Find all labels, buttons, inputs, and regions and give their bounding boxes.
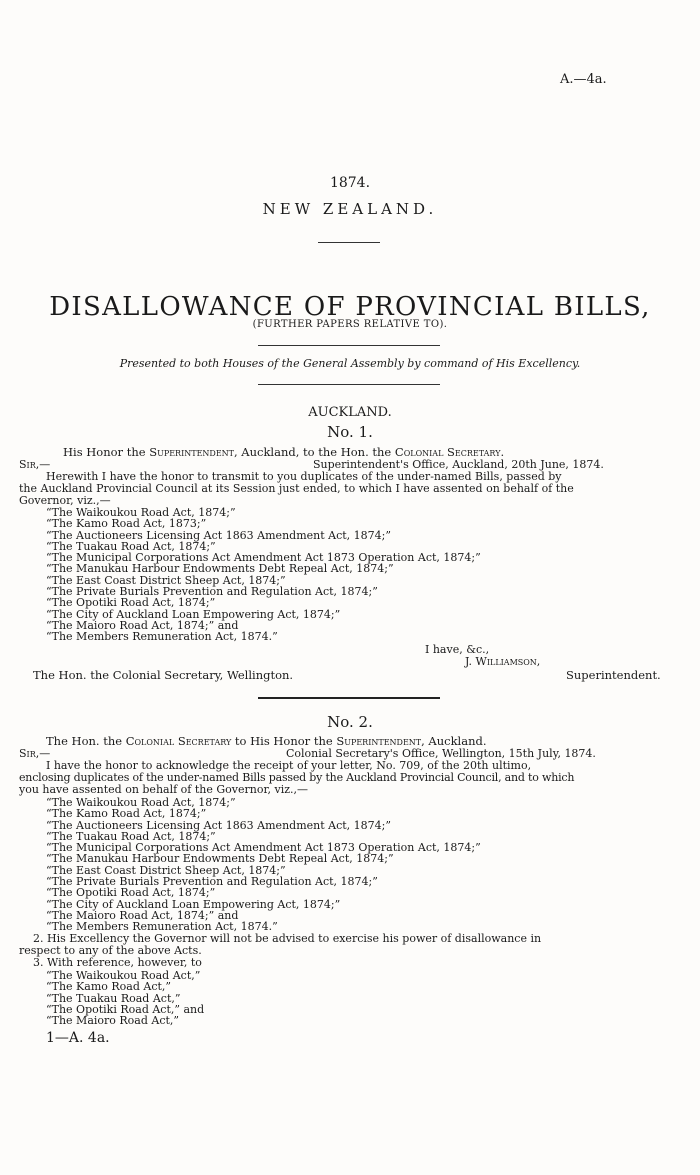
act-item: “The Members Remuneration Act, 1874.” [46,920,278,934]
act-item: “The Manukau Harbour Endowments Debt Repeal Act, 1874;” [46,852,394,866]
letter-1-salutation: Sir,— [19,458,51,471]
act-item: “The Kamo Road Act, 1873;” [46,517,207,531]
presented-note: Presented to both Houses of the General Assembly by command of His Excellency. [119,357,581,370]
act-item: “The Waikoukou Road Act, 1874;” [46,506,236,519]
short-divider [318,242,380,243]
act-item: “The Manukau Harbour Endowments Debt Repeal Act, 1874;” [46,562,394,576]
act-item: “The Tuakau Road Act, 1874;” [46,539,216,553]
act-item: “The Maioro Road Act, 1874;” and [46,618,239,632]
document-title: DISALLOWANCE OF PROVINCIAL BILLS, [49,292,651,322]
page-reference: A.—4a. [560,72,607,87]
letter-2-dateline: Colonial Secretary's Office, Wellington, 15th July, 1874. [286,747,596,760]
act-item: “The Kamo Road Act,” [46,980,172,994]
document-subtitle: (FURTHER PAPERS RELATIVE TO). [252,319,448,330]
letter-1-signature-title: Superintendent. [566,668,661,682]
printer-signature-mark: 1—A. 4a. [46,1030,110,1046]
act-item: “The Kamo Road Act, 1874;” [46,807,207,821]
paragraph-3-intro: 3. With reference, however, to [33,956,202,969]
letter-1-closing: I have, &c., [425,643,490,656]
letter-1-body-line: Governor, viz.,— [19,494,111,507]
act-item: “The City of Auckland Loan Empowering Act, 1874;” [46,897,341,911]
act-item: “The Municipal Corporations Act Amendment Act 1873 Operation Act, 1874;” [46,551,481,565]
letter-2-body-line: I have the honor to acknowledge the receipt of your letter, No. 709, of the 20th ultimo, [46,759,532,772]
letter-2-acts-list [46,797,481,933]
presented-divider [258,384,440,385]
act-item: “The Maioro Road Act,” [46,1014,180,1028]
act-item: “The Opotiki Road Act, 1874;” [46,596,216,610]
letter-1-heading: His Honor the Superintendent, Auckland, to the Hon. the Colonial Secretary. [63,445,505,459]
act-item: “The Members Remuneration Act, 1874.” [46,630,278,644]
letter-2-body-line: enclosing duplicates of the under-named Bills passed by the Auckland Provincial Council, and to which [19,771,575,784]
act-item: “The Opotiki Road Act, 1874;” [46,886,216,900]
letter-divider [258,697,440,699]
act-item: “The Auctioneers Licensing Act 1863 Amendment Act, 1874;” [46,818,391,832]
act-item: “The Private Burials Prevention and Regulation Act, 1874;” [46,585,378,599]
letter-2-number: No. 2. [327,713,373,731]
letter-1-body-line: Herewith I have the honor to transmit to you duplicates of the under-named Bills, passed by [46,470,562,483]
year: 1874. [329,175,371,191]
act-item: “The Waikoukou Road Act, 1874;” [46,796,236,809]
country-heading: NEW ZEALAND. [262,200,438,218]
act-item: “The Municipal Corporations Act Amendment Act 1873 Operation Act, 1874;” [46,841,481,855]
act-item: “The Auctioneers Licensing Act 1863 Amendment Act, 1874;” [46,528,391,542]
act-item: “The East Coast District Sheep Act, 1874;” [46,863,286,877]
act-item: “The Private Burials Prevention and Regulation Act, 1874;” [46,875,378,889]
paragraph-3-acts-list [46,970,204,1026]
letter-1-body-line: the Auckland Provincial Council at its Session just ended, to which I have assented on behalf of the [19,482,574,495]
letter-1-number: No. 1. [327,423,373,441]
letter-2-heading: The Hon. the Colonial Secretary to His Honor the Superintendent, Auckland. [46,734,487,748]
letter-2-body-line: you have assented on behalf of the Governor, viz.,— [19,783,309,796]
act-item: “The Tuakau Road Act, 1874;” [46,829,216,843]
act-item: “The Tuakau Road Act,” [46,991,181,1005]
letter-1-acts-list [46,507,481,643]
act-item: “The Maioro Road Act, 1874;” and [46,908,239,922]
paragraph-2-line: respect to any of the above Acts. [19,944,202,957]
paragraph-2-line: 2. His Excellency the Governor will not be advised to exercise his power of disallowance in [33,932,542,945]
act-item: “The East Coast District Sheep Act, 1874;” [46,573,286,587]
letter-2-salutation: Sir,— [19,747,51,760]
act-item: “The City of Auckland Loan Empowering Act, 1874;” [46,607,341,621]
act-item: “The Waikoukou Road Act,” [46,969,201,982]
region-heading: AUCKLAND. [308,405,392,420]
title-divider [258,345,440,346]
letter-1-dateline: Superintendent's Office, Auckland, 20th June, 1874. [313,458,604,471]
letter-1-signature: J. Williamson, [465,655,541,668]
letter-1-addressee: The Hon. the Colonial Secretary, Wellington. [33,668,294,682]
act-item: “The Opotiki Road Act,” and [46,1002,205,1016]
